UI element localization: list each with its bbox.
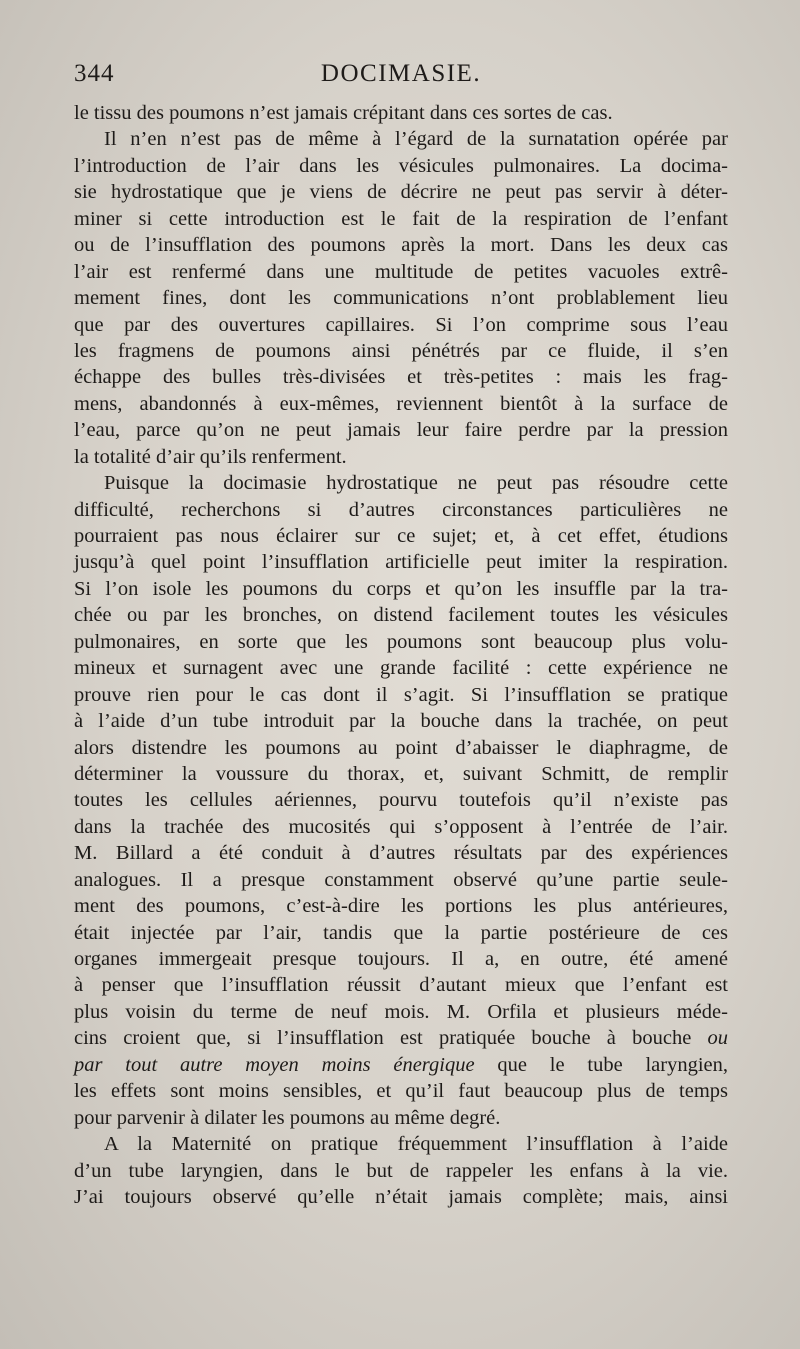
text-line: pulmonaires, en sorte que les poumons sont beaucoup plus volu- bbox=[74, 630, 728, 653]
text-line: difficulté, recherchons si d’autres circonstances particulières ne bbox=[74, 498, 728, 521]
italic-phrase: par tout autre moyen moins énergique bbox=[74, 1053, 475, 1076]
text-line: prouve rien pour le cas dont il s’agit. Si l’insufflation se pratique bbox=[74, 683, 728, 706]
text-line: alors distendre les poumons au point d’abaisser le diaphragme, de bbox=[74, 736, 728, 759]
text-line: à penser que l’insufflation réussit d’autant mieux que l’enfant est bbox=[74, 974, 728, 997]
text-line: les effets sont moins sensibles, et qu’il faut beaucoup plus de temps bbox=[74, 1080, 728, 1103]
italic-phrase: ou bbox=[707, 1027, 729, 1050]
text-line: A la Maternité on pratique fréquemment l’insufflation à l’aide bbox=[104, 1133, 728, 1156]
text-line: organes immergeait presque toujours. Il a, en outre, été amené bbox=[74, 948, 728, 970]
text-line: jusqu’à quel point l’insufflation artificielle peut imiter la respiration. bbox=[74, 551, 728, 574]
text-line: Il n’en n’est pas de même à l’égard de la surnatation opérée par bbox=[104, 128, 728, 151]
text-line: l’eau, parce qu’on ne peut jamais leur faire perdre par la pression bbox=[74, 419, 728, 442]
text-line: M. Billard a été conduit à d’autres résultats par des expériences bbox=[74, 842, 728, 865]
body-text bbox=[74, 100, 728, 1210]
text-line: le tissu des poumons n’est jamais crépitant dans ces sortes de cas. bbox=[74, 102, 613, 124]
text-line: sie hydrostatique que je viens de décrire ne peut pas servir à déter- bbox=[74, 181, 728, 204]
text-line: la totalité d’air qu’ils renferment. bbox=[74, 445, 347, 468]
text-line: ment des poumons, c’est-à-dire les portions les plus antérieures, bbox=[74, 895, 728, 918]
text-line: chée ou par les bronches, on distend facilement toutes les vésicules bbox=[74, 604, 728, 627]
text-line: déterminer la voussure du thorax, et, suivant Schmitt, de remplir bbox=[74, 762, 728, 785]
page-number: 344 bbox=[74, 60, 115, 87]
text-line: pour parvenir à dilater les poumons au même degré. bbox=[74, 1106, 501, 1129]
text-line: d’un tube laryngien, dans le but de rappeler les enfans à la vie. bbox=[74, 1159, 728, 1182]
page-header bbox=[74, 60, 728, 96]
text-line: Puisque la docimasie hydrostatique ne peut pas résoudre cette bbox=[104, 472, 728, 495]
text-line: mement fines, dont les communications n’ont problablement lieu bbox=[74, 287, 728, 310]
text-line: cins croient que, si l’insufflation est pratiquée bouche à bouche ou bbox=[74, 1027, 729, 1050]
text-line: ou de l’insufflation des poumons après la mort. Dans les deux cas bbox=[74, 234, 728, 257]
text-line: dans la trachée des mucosités qui s’opposent à l’entrée de l’air. bbox=[74, 815, 728, 838]
text-line: les fragmens de poumons ainsi pénétrés par ce fluide, il s’en bbox=[74, 339, 728, 362]
running-title: DOCIMASIE. bbox=[320, 60, 482, 87]
text-line: l’air est renfermé dans une multitude de petites vacuoles extrê- bbox=[74, 260, 728, 283]
text-line: analogues. Il a presque constamment observé qu’une partie seule- bbox=[74, 868, 728, 891]
text-line: était injectée par l’air, tandis que la partie postérieure de ces bbox=[74, 921, 728, 944]
text-line: miner si cette introduction est le fait de la respiration de l’enfant bbox=[74, 207, 728, 230]
text-line: que par des ouvertures capillaires. Si l’on comprime sous l’eau bbox=[74, 313, 728, 336]
text-line: mineux et surnagent avec une grande facilité : cette expérience ne bbox=[74, 657, 728, 680]
text-line: pourraient pas nous éclairer sur ce sujet; et, à cet effet, étudions bbox=[74, 525, 728, 547]
text-line: plus voisin du terme de neuf mois. M. Orfila et plusieurs méde- bbox=[74, 1000, 728, 1023]
text-line: l’introduction de l’air dans les vésicules pulmonaires. La docima- bbox=[74, 154, 728, 177]
text-line: toutes les cellules aériennes, pourvu toutefois qu’il n’existe pas bbox=[74, 789, 728, 812]
text-line: par tout autre moyen moins énergique que le tube laryngien, bbox=[74, 1053, 729, 1076]
text-line: J’ai toujours observé qu’elle n’était jamais complète; mais, ainsi bbox=[74, 1185, 728, 1208]
text-line: mens, abandonnés à eux-mêmes, reviennent bientôt à la surface de bbox=[74, 392, 728, 415]
text-line: à l’aide d’un tube introduit par la bouche dans la trachée, on peut bbox=[74, 710, 728, 733]
text-line: Si l’on isole les poumons du corps et qu’on les insuffle par la tra- bbox=[74, 577, 728, 600]
text-line: échappe des bulles très-divisées et très-petites : mais les frag- bbox=[74, 366, 728, 389]
